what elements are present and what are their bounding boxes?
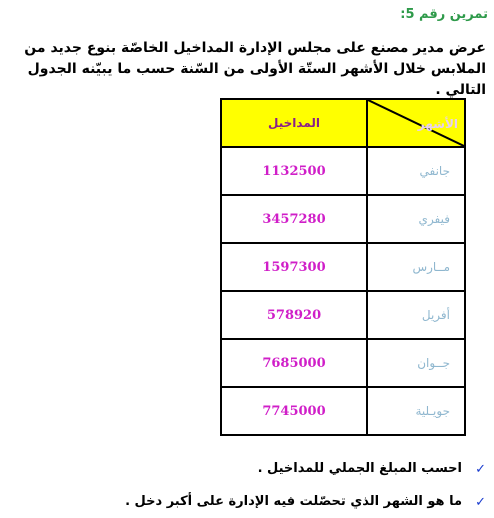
question-1: احسب المبلغ الجملي للمداخيل . <box>257 461 462 476</box>
question-2: ما هو الشهر الذي تحصّلت فيه الإدارة على أكبر دخل . <box>125 494 462 509</box>
month-cell: أفريل <box>367 291 465 339</box>
header-months: الأشهر <box>417 117 458 131</box>
revenue-cell: 1132500 <box>221 147 367 195</box>
table-row <box>221 387 465 435</box>
table-row <box>221 339 465 387</box>
revenue-cell: 1597300 <box>221 243 367 291</box>
header-months-cell <box>367 99 465 147</box>
month-cell: جويـلية <box>367 387 465 435</box>
table-header-row <box>221 99 465 147</box>
month-cell: جــوان <box>367 339 465 387</box>
revenue-cell: 7745000 <box>221 387 367 435</box>
exercise-title: تمرين رقم 5: <box>400 7 488 22</box>
problem-statement: عرض مدير مصنع على مجلس الإدارة المداخيل الخاصّة بنوع جديد من الملابس خلال الأشهر الستّة الأولى من السّنة حسب ما يبيّنه الجدول التالي . <box>24 40 486 98</box>
revenue-cell: 7685000 <box>221 339 367 387</box>
table-row <box>221 147 465 195</box>
month-cell: فيفري <box>367 195 465 243</box>
revenue-cell: 3457280 <box>221 195 367 243</box>
header-revenue: المداخيل <box>221 99 367 147</box>
revenue-cell: 578920 <box>221 291 367 339</box>
month-cell: مــارس <box>367 243 465 291</box>
checkmark-icon: ✓ <box>475 495 486 510</box>
month-cell: جانفي <box>367 147 465 195</box>
revenue-table <box>220 98 466 436</box>
checkmark-icon: ✓ <box>475 462 486 477</box>
table-row <box>221 195 465 243</box>
table-row <box>221 291 465 339</box>
table-row <box>221 243 465 291</box>
